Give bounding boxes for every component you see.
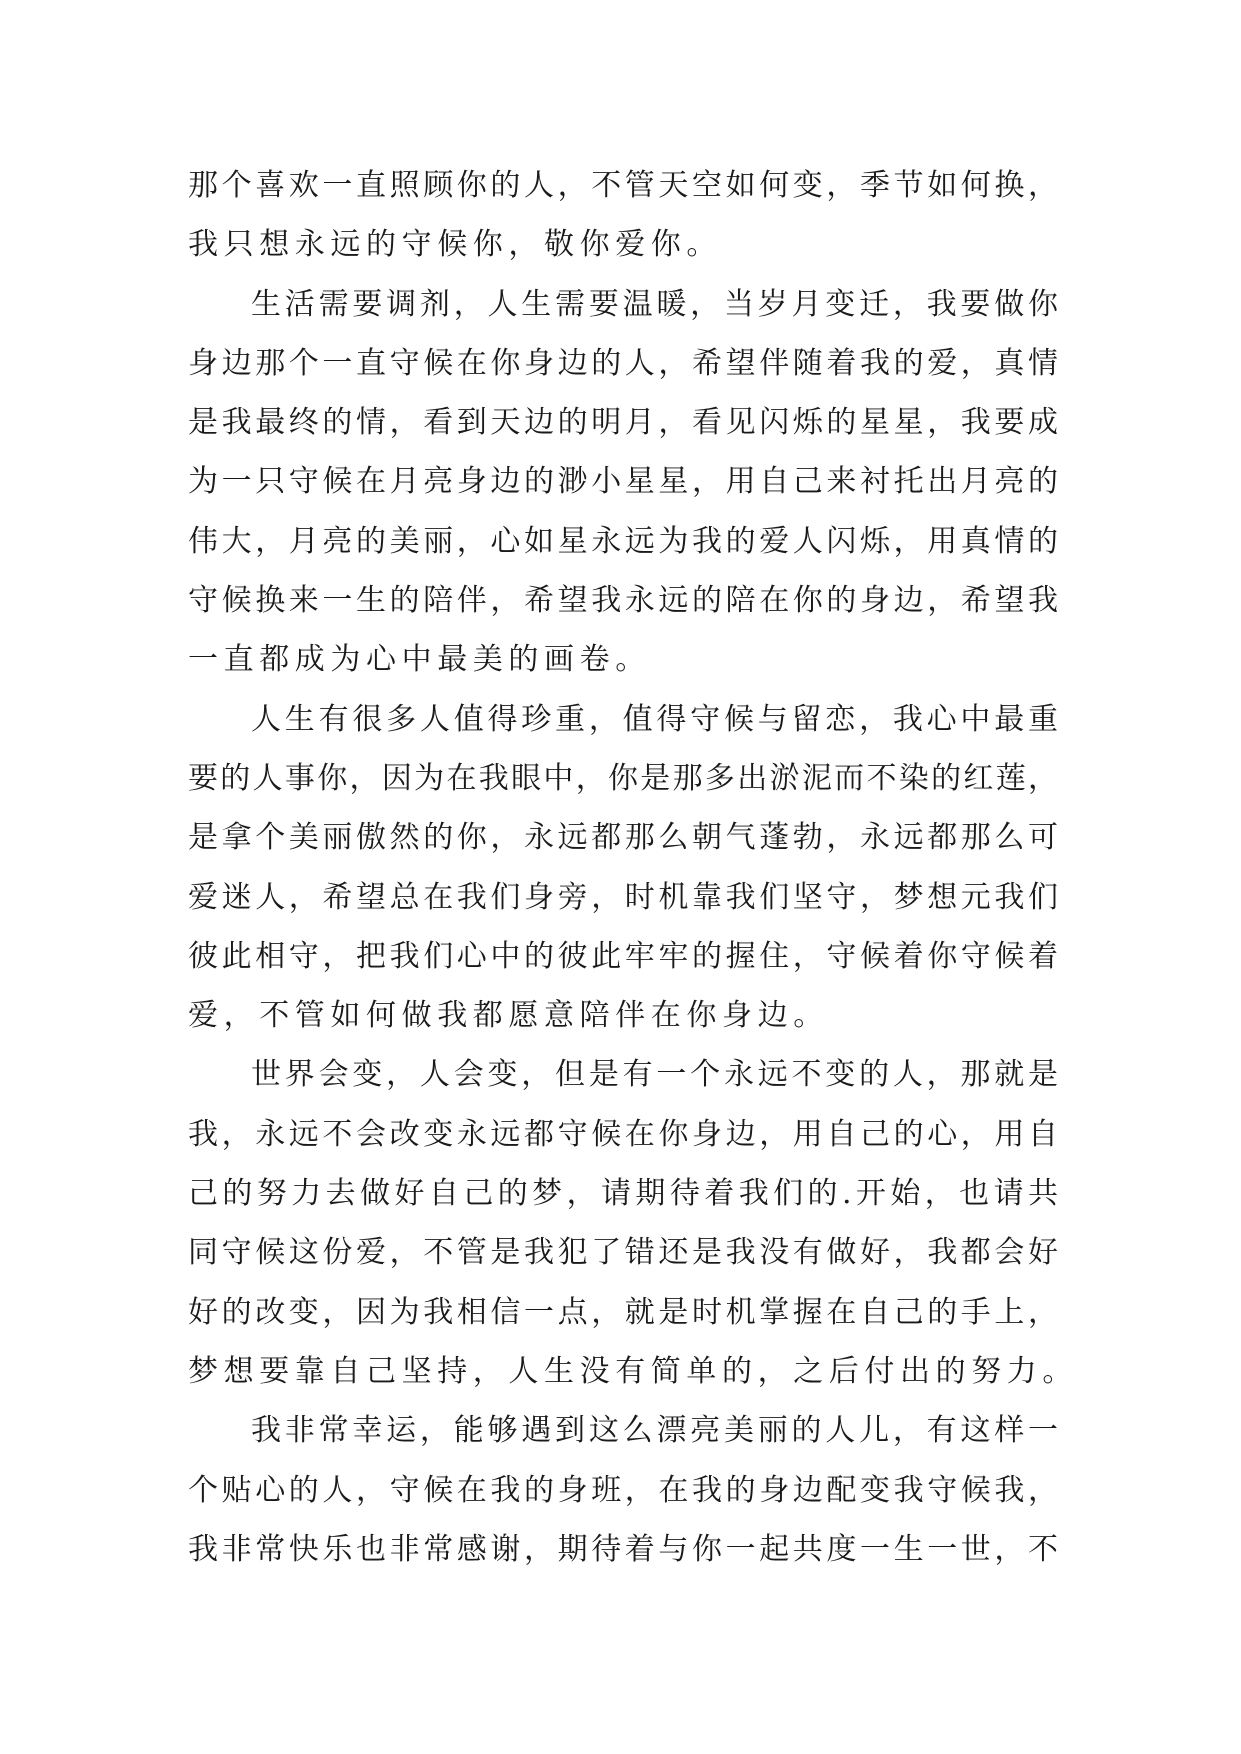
- text-line: 彼此相守，把我们心中的彼此牢牢的握住，守候着你守候着: [188, 938, 1058, 974]
- body-text: [188, 156, 1078, 1579]
- text-line: 要的人事你，因为在我眼中，你是那多出淤泥而不染的红莲，: [188, 760, 1058, 796]
- text-line: 己的努力去做好自己的梦，请期待着我们的.开始，也请共: [188, 1176, 1058, 1212]
- text-line: 梦想要靠自己坚持，人生没有简单的，之后付出的努力。: [188, 1353, 1078, 1389]
- text-line: 好的改变，因为我相信一点，就是时机掌握在自己的手上，: [188, 1294, 1058, 1330]
- text-line: 那个喜欢一直照顾你的人，不管天空如何变，季节如何换，: [188, 168, 1058, 203]
- text-line: 个贴心的人，守候在我的身班，在我的身边配变我守候我，: [188, 1472, 1058, 1508]
- paragraph-first-line: 人生有很多人值得珍重，值得守候与留恋，我心中最重: [251, 701, 1058, 737]
- text-line: 我只想永远的守候你，敬你爱你。: [188, 227, 722, 263]
- text-line: 是拿个美丽傲然的你，永远都那么朝气蓬勃，永远都那么可: [188, 820, 1058, 856]
- text-line: 伟大，月亮的美丽，心如星永远为我的爱人闪烁，用真情的: [188, 523, 1058, 559]
- text-line: 我非常快乐也非常感谢，期待着与你一起共度一生一世，不: [188, 1531, 1058, 1567]
- text-line: 我，永远不会改变永远都守候在你身边，用自己的心，用自: [188, 1116, 1058, 1152]
- text-line: 是我最终的情，看到天边的明月，看见闪烁的星星，我要成: [188, 405, 1058, 441]
- text-line: 身边那个一直守候在你身边的人，希望伴随着我的爱，真情: [188, 345, 1058, 381]
- paragraph-first-line: 世界会变，人会变，但是有一个永远不变的人，那就是: [251, 1057, 1058, 1093]
- text-line: 爱迷人，希望总在我们身旁，时机靠我们坚守，梦想元我们: [188, 879, 1058, 915]
- text-line: 一直都成为心中最美的画卷。: [188, 642, 651, 678]
- paragraph-first-line: 生活需要调剂，人生需要温暖，当岁月变迁，我要做你: [251, 286, 1058, 322]
- text-line: 同守候这份爱，不管是我犯了错还是我没有做好，我都会好: [188, 1235, 1058, 1271]
- text-line: 守候换来一生的陪伴，希望我永远的陪在你的身边，希望我: [188, 583, 1058, 619]
- text-line: 爱，不管如何做我都愿意陪伴在你身边。: [188, 998, 829, 1034]
- paragraph-first-line: 我非常幸运，能够遇到这么漂亮美丽的人儿，有这样一: [251, 1413, 1058, 1449]
- text-line: 为一只守候在月亮身边的渺小星星，用自己来衬托出月亮的: [188, 464, 1058, 500]
